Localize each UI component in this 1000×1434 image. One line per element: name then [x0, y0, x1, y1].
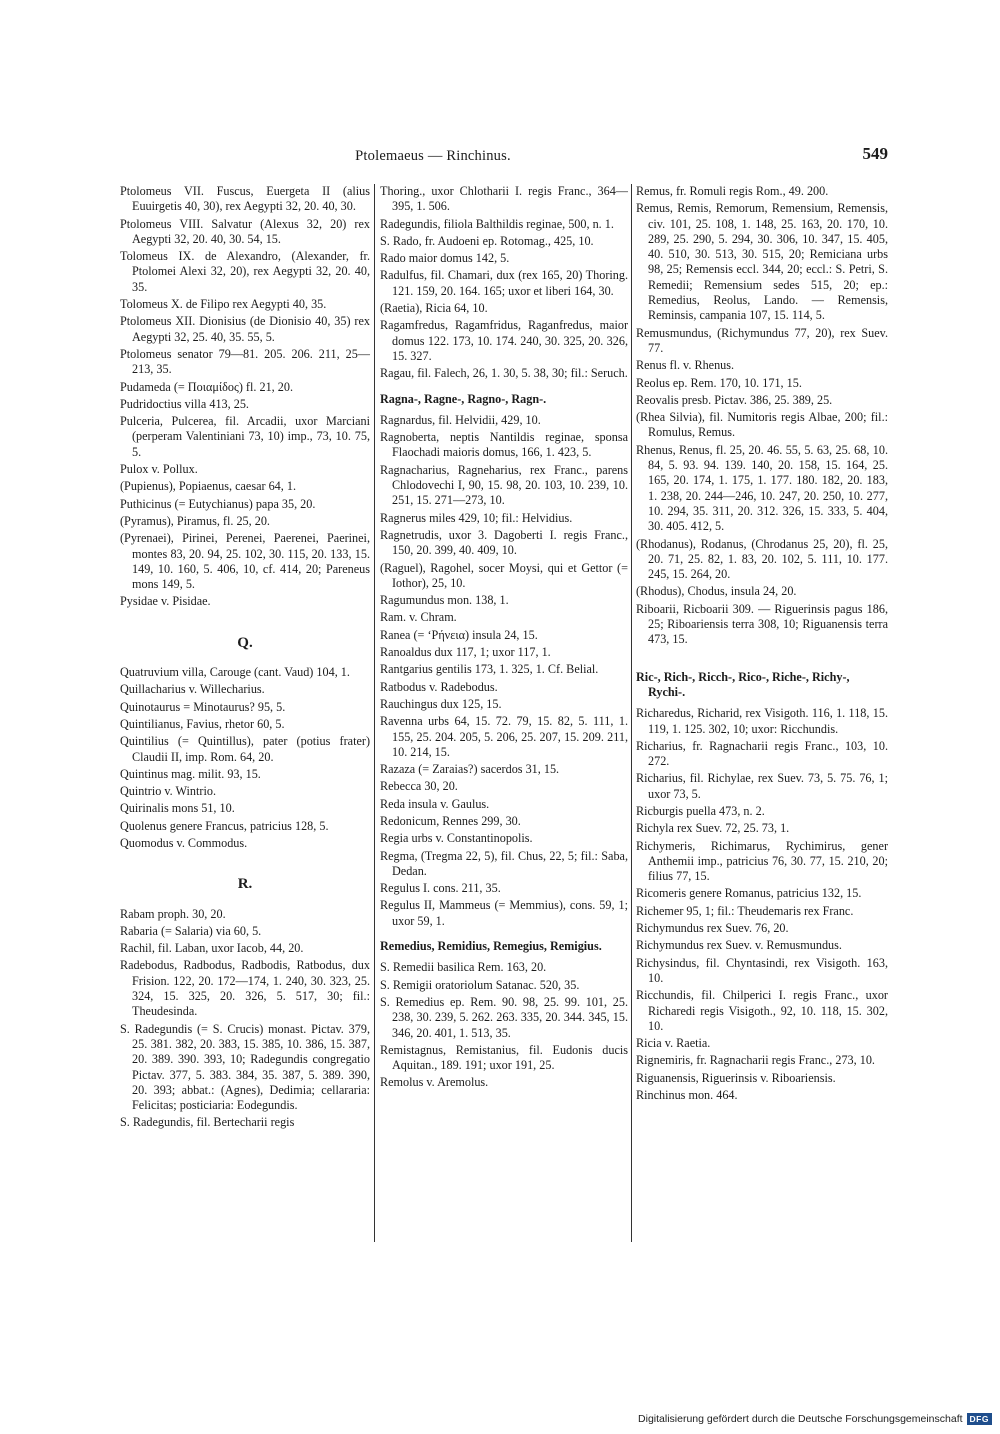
- index-entry: Ricchundis, fil. Chilperici I. regis Franc., uxor Richaredi regis Visigoth., 92, 10. 118, 15. 302, 10.: [636, 988, 888, 1033]
- index-entry: S. Remigii oratoriolum Satanac. 520, 35.: [380, 977, 580, 992]
- index-entry: Tolomeus IX. de Alexandro, (Alexander, fr. Ptolomei Alexi 32, 20), rex Aegypti 32, 20. 40, 35.: [120, 249, 370, 294]
- column-divider: [374, 184, 375, 1242]
- index-entry: Radulfus, fil. Chamari, dux (rex 165, 20) Thoring. 121. 159, 20. 164. 165; uxor et liberi 164, 30.: [380, 268, 628, 298]
- index-entry: Ranoaldus dux 117, 1; uxor 117, 1.: [380, 645, 551, 660]
- index-column-2: [380, 184, 628, 1234]
- index-entry: Quillacharius v. Willecharius.: [120, 682, 265, 697]
- index-entry: Thoring., uxor Chlotharii I. regis Franc., 364—395, 1. 506.: [380, 184, 628, 214]
- index-entry: S. Rado, fr. Audoeni ep. Rotomag., 425, 10.: [380, 233, 594, 248]
- page-number: 549: [862, 144, 888, 163]
- index-entry: Quirinalis mons 51, 10.: [120, 801, 235, 816]
- index-entry: Riboarii, Ricboarii 309. — Riguerinsis pagus 186, 25; Riboariensis terra 308, 10; Riguanensis terra 473, 15.: [636, 601, 888, 647]
- index-entry: Ranea (= ʻΡήνεια) insula 24, 15.: [380, 627, 538, 642]
- index-entry: (Rhea Silvia), fil. Numitoris regis Albae, 200; fil.: Romulus, Remus.: [636, 410, 888, 440]
- index-entry: Rachil, fil. Laban, uxor Iacob, 44, 20.: [120, 941, 304, 956]
- index-entry: Richarius, fr. Ragnacharii regis Franc., 103, 10. 272.: [636, 738, 888, 769]
- group-heading-remedius: Remedius, Remidius, Remegius, Remigius.: [380, 939, 602, 954]
- index-entry: Razaza (= Zaraias?) sacerdos 31, 15.: [380, 762, 560, 777]
- index-entry: Ricia v. Raetia.: [636, 1036, 711, 1051]
- index-entry: Ricomeris genere Romanus, patricius 132, 15.: [636, 886, 862, 901]
- dfg-logo: DFG: [967, 1413, 992, 1425]
- index-entry: Riguanensis, Riguerinsis v. Riboariensis.: [636, 1070, 836, 1085]
- index-entry: (Pupienus), Popiaenus, caesar 64, 1.: [120, 479, 297, 494]
- index-entry: Puthicinus (= Eutychianus) papa 35, 20.: [120, 496, 316, 511]
- section-heading-q: Q.: [237, 634, 253, 651]
- index-entry: Rado maior domus 142, 5.: [380, 251, 510, 266]
- index-entry: Remus, Remis, Remorum, Remensium, Remensis, civ. 101, 25. 108, 1. 148, 25. 163, 20. 170, 10. 289, 25. 290, 5. 294, 30. 306, 10. 347, 15. 405, 40. 510, 30. 513, 30. 515, 20; Remiciana urbs 98, 25; Remensis eccl. 344, 20; eccl.: S. Petri, S. Remedii; Remensium sedes 515, 20; ep.: Remedius, Reolus, Lando. — Remensis, Reminsis, campania 107, 15. 114, 5.: [636, 201, 888, 323]
- index-entry: Remistagnus, Remistanius, fil. Eudonis ducis Aquitan., 189. 191; uxor 191, 25.: [380, 1042, 628, 1073]
- index-entry: Quolenus genere Francus, patricius 128, 5.: [120, 818, 329, 833]
- index-entry: Pudridoctius villa 413, 25.: [120, 396, 249, 411]
- index-entry: Ragnacharius, Ragneharius, rex Franc., parens Chlodovechi I, 90, 15. 98, 20. 103, 10. 239, 10. 251, 15. 271—273, 10.: [380, 462, 628, 508]
- index-entry: (Rhodus), Chodus, insula 24, 20.: [636, 584, 797, 599]
- index-entry: Richyla rex Suev. 72, 25. 73, 1.: [636, 821, 790, 836]
- index-entry: Richemer 95, 1; fil.: Theudemaris rex Franc.: [636, 903, 854, 918]
- index-entry: Pysidae v. Pisidae.: [120, 594, 211, 609]
- index-entry: (Pyrenaei), Pirinei, Perenei, Paerenei, Paerinei, montes 83, 20. 94, 25. 102, 30. 115, 20. 133, 15. 149, 10. 160, 5. 406, 10, cf. 414, 20; Pareneus mons 149, 5.: [120, 531, 370, 592]
- index-entry: (Raetia), Ricia 64, 10.: [380, 301, 488, 316]
- page-header: [118, 144, 888, 168]
- section-heading-r: R.: [237, 876, 253, 893]
- index-column-1: [120, 184, 370, 1234]
- index-entry: Rinchinus mon. 464.: [636, 1088, 738, 1103]
- group-heading-ragna: Ragna-, Ragne-, Ragno-, Ragn-.: [380, 391, 547, 406]
- index-entry: Richysindus, fil. Chyntasindi, rex Visigoth. 163, 10.: [636, 955, 888, 985]
- index-entry: Ragnerus miles 429, 10; fil.: Helvidius.: [380, 510, 573, 525]
- index-entry: Reovalis presb. Pictav. 386, 25. 389, 25.: [636, 392, 833, 407]
- index-entry: Remus, fr. Romuli regis Rom., 49. 200.: [636, 184, 829, 198]
- index-entry: Regulus II, Mammeus (= Memmius), cons. 59, 1; uxor 59, 1.: [380, 898, 628, 928]
- index-entry: Pudameda (= Ποιαμίδος) fl. 21, 20.: [120, 379, 293, 394]
- index-entry: Renus fl. v. Rhenus.: [636, 358, 735, 373]
- index-entry: Ram. v. Chram.: [380, 610, 457, 625]
- index-entry: Tolomeus X. de Filipo rex Aegypti 40, 35.: [120, 297, 327, 312]
- index-entry: S. Remedii basilica Rem. 163, 20.: [380, 960, 547, 975]
- index-entry: Regulus I. cons. 211, 35.: [380, 881, 501, 896]
- index-entry: Rabam proph. 30, 20.: [120, 906, 226, 921]
- index-entry: Remolus v. Aremolus.: [380, 1075, 489, 1090]
- index-entry: Quatruvium villa, Carouge (cant. Vaud) 104, 1.: [120, 665, 350, 680]
- index-entry: Ragamfredus, Ragamfridus, Raganfredus, maior domus 122. 173, 10. 174. 240, 30. 325, 20. 326, 15. 327.: [380, 318, 628, 363]
- index-entry: (Rhodanus), Rodanus, (Chrodanus 25, 20), fl. 25, 20. 71, 25. 82, 1. 83, 20. 102, 5. 111, 10. 177. 245, 15. 264, 20.: [636, 536, 888, 582]
- index-entry: Richaredus, Richarid, rex Visigoth. 116, 1. 118, 15. 119, 1. 125. 302, 10; uxor: Ricchundis.: [636, 706, 888, 736]
- index-entry: Quintrio v. Wintrio.: [120, 784, 216, 799]
- index-entry: Radebodus, Radbodus, Radbodis, Ratbodus, dux Frision. 122, 20. 172—174, 1. 240, 30. 323, 25. 324, 15. 325, 20. 326, 5. 517, 30; fil.: Theudesinda.: [120, 958, 370, 1019]
- column-divider: [631, 184, 632, 1242]
- index-entry: Richymeris, Richimarus, Rychimirus, gener Anthemii imp., patricius 76, 30. 77, 15. 210, 20; filius 77, 15.: [636, 838, 888, 884]
- index-entry: Ragnetrudis, uxor 3. Dagoberti I. regis Franc., 150, 20. 399, 40. 409, 10.: [380, 527, 628, 558]
- index-entry: Rauchingus dux 125, 15.: [380, 696, 502, 711]
- index-entry: Quintinus mag. milit. 93, 15.: [120, 766, 261, 781]
- index-entry: Reda insula v. Gaulus.: [380, 796, 490, 811]
- index-entry: Richymundus rex Suev. 76, 20.: [636, 921, 789, 936]
- index-entry: Ratbodus v. Radebodus.: [380, 679, 498, 694]
- index-entry: Pulceria, Pulcerea, fil. Arcadii, uxor Marciani (perperam Valentiniani 73, 10) imp., 73, 10. 75, 5.: [120, 414, 370, 459]
- index-entry: Regia urbs v. Constantinopolis.: [380, 831, 533, 846]
- index-entry: Ragnoberta, neptis Nantildis reginae, sponsa Flaochadi maioris domus, 166, 1. 423, 5.: [380, 430, 628, 460]
- index-entry: Richymundus rex Suev. v. Remusmundus.: [636, 938, 842, 953]
- index-entry: Rhenus, Renus, fl. 25, 20. 46. 55, 5. 63, 25. 68, 10. 84, 5. 93. 94. 139. 140, 20. 158, 15. 164, 25. 165, 20. 174, 1. 175, 1. 177. 180. 182, 20. 183, 1. 238, 20. 244—246, 10. 247, 20. 250, 10. 277, 10. 294, 35. 311, 20. 312. 326, 15. 333, 5. 404, 30. 405. 412, 5.: [636, 442, 888, 534]
- index-entry: Rebecca 30, 20.: [380, 779, 458, 794]
- index-entry: Ptolomeus VIII. Salvatur (Alexus 32, 20) rex Aegypti 32, 20. 40, 30. 54, 15.: [120, 216, 370, 246]
- index-entry: Rignemiris, fr. Ragnacharii regis Franc., 273, 10.: [636, 1053, 875, 1068]
- index-entry: Quintilius (= Quintillus), pater (potius frater) Claudii II, imp. Rom. 64, 20.: [120, 734, 370, 764]
- index-entry: Ptolomeus senator 79—81. 205. 206. 211, 25—213, 35.: [120, 346, 370, 377]
- index-entry: Ragnardus, fil. Helvidii, 429, 10.: [380, 412, 541, 427]
- index-entry: Reolus ep. Rem. 170, 10. 171, 15.: [636, 375, 802, 390]
- index-entry: (Raguel), Ragohel, socer Moysi, qui et Gettor (= Iothor), 25, 10.: [380, 560, 628, 590]
- index-entry: Quintilianus, Favius, rhetor 60, 5.: [120, 716, 285, 731]
- index-entry: Ragau, fil. Falech, 26, 1. 30, 5. 38, 30; fil.: Seruch.: [380, 366, 628, 381]
- index-entry: Quinotaurus = Minotaurus? 95, 5.: [120, 699, 286, 714]
- group-heading-ric: Ric-, Rich-, Ricch-, Rico-, Riche-, Richy-, Rychi-.: [636, 669, 850, 699]
- index-entry: S. Radegundis (= S. Crucis) monast. Pictav. 379, 25. 381. 382, 20. 383, 15. 385, 10. 386, 15. 387, 20. 389. 390. 393, 10; Radegundis congregatio Pictav. 377, 5. 383. 384, 35. 387, 5. 389. 390, 20. 393; abbat.: (Agnes), Dedimia; cellararia: Felicitas; posticiaria: Eodegundis.: [120, 1021, 370, 1113]
- index-entry: Richarius, fil. Richylae, rex Suev. 73, 5. 75. 76, 1; uxor 73, 5.: [636, 771, 888, 801]
- index-entry: Remusmundus, (Richymundus 77, 20), rex Suev. 77.: [636, 325, 888, 355]
- index-entry: Ptolomeus XII. Dionisius (de Dionisio 40, 35) rex Aegypti 32, 25. 40, 35. 55, 5.: [120, 314, 370, 344]
- index-entry: Radegundis, filiola Balthildis reginae, 500, n. 1.: [380, 216, 614, 231]
- footer-credit: [638, 1413, 992, 1425]
- index-entry: Ragumundus mon. 138, 1.: [380, 593, 509, 608]
- index-entry: Ravenna urbs 64, 15. 72. 79, 15. 82, 5. 111, 1. 155, 25. 204. 205, 5. 206, 25. 207, 15. 209. 211, 10. 214, 15.: [380, 714, 628, 759]
- index-entry: Regma, (Tregma 22, 5), fil. Chus, 22, 5; fil.: Saba, Dedan.: [380, 848, 628, 878]
- index-entry: Redonicum, Rennes 299, 30.: [380, 813, 521, 828]
- index-column-3: [636, 184, 888, 1234]
- index-entry: (Pyramus), Piramus, fl. 25, 20.: [120, 513, 270, 528]
- running-title: Ptolemaeus — Rinchinus.: [355, 148, 511, 164]
- index-entry: Rantgarius gentilis 173, 1. 325, 1. Cf. Belial.: [380, 662, 599, 677]
- index-entry: S. Radegundis, fil. Bertecharii regis: [120, 1115, 295, 1130]
- index-entry: S. Remedius ep. Rem. 90. 98, 25. 99. 101, 25. 238, 30. 239, 5. 262. 263. 335, 20. 344. 345, 15. 346, 20. 401, 1. 513, 35.: [380, 994, 628, 1040]
- index-entry: Pulox v. Pollux.: [120, 462, 198, 477]
- index-entry: Ptolomeus VII. Fuscus, Euergeta II (alius Euuirgetis 40, 30), rex Aegypti 32, 20. 40, 30.: [120, 184, 370, 214]
- index-entry: Ricburgis puella 473, n. 2.: [636, 803, 765, 818]
- index-entry: Rabaria (= Salaria) via 60, 5.: [120, 923, 262, 938]
- footer-text: Digitalisierung gefördert durch die Deutsche Forschungsgemeinschaft: [638, 1413, 963, 1425]
- index-entry: Quomodus v. Commodus.: [120, 835, 248, 850]
